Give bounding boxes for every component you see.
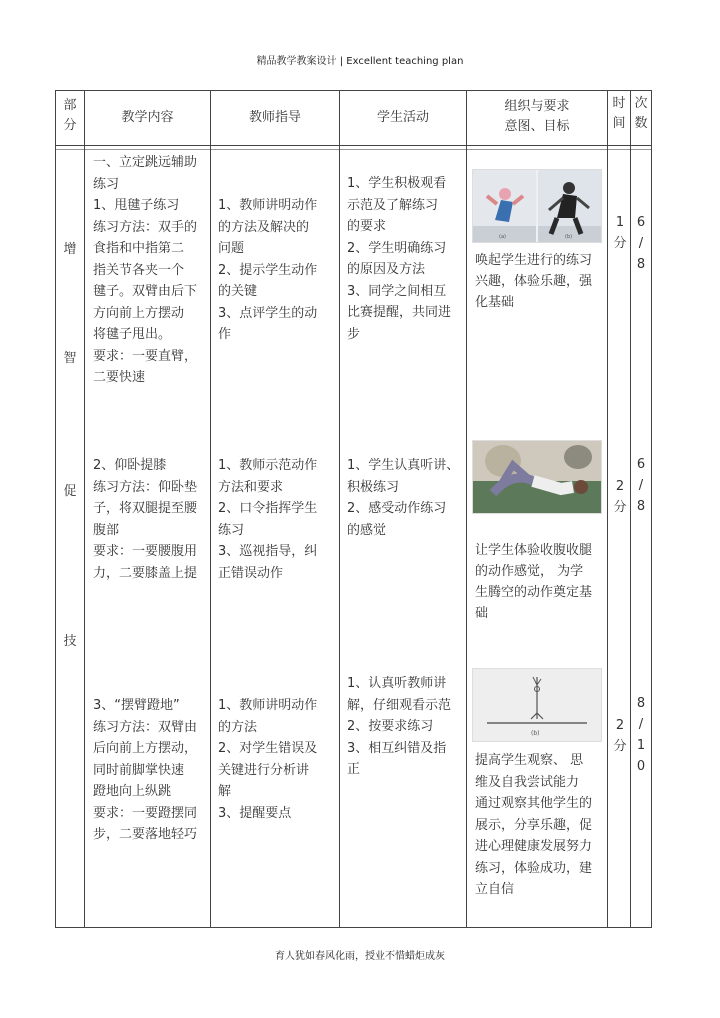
text-line: 的动作感觉， 为学: [475, 564, 584, 579]
text-line: 1、学生认真听讲、: [347, 458, 460, 473]
text-line: 腹部: [93, 522, 120, 538]
text-line: 练习方法：仰卧垫: [93, 479, 198, 495]
section-char: 智: [63, 351, 77, 366]
col-header-student: 学生活动: [376, 110, 429, 125]
text-line: 步: [347, 326, 361, 342]
text-line: 3、相互纠错及指: [347, 740, 447, 756]
text-line: 要求：一要蹬摆同: [93, 805, 198, 821]
text-line: 2、按要求练习: [347, 719, 434, 734]
row-1-count: [632, 212, 650, 275]
text-line: 1、认真听教师讲: [347, 676, 447, 691]
text-line: 要求：一要直臂，: [93, 348, 198, 364]
text-line: 2、仰卧提膝: [93, 458, 167, 473]
text-line: 1: [615, 215, 625, 230]
text-line: 展示，分享乐趣，促: [475, 817, 593, 833]
svg-text:(b): (b): [531, 730, 540, 737]
col-line: [339, 90, 340, 928]
table-top-border: [55, 90, 651, 91]
row-1-content: [93, 152, 209, 389]
text-line: 的关键: [218, 284, 258, 299]
text-line: 生腾空的动作奠定基: [475, 585, 593, 600]
col-header-count-line2: 数: [634, 116, 648, 131]
text-line: 2: [615, 718, 625, 733]
text-line: 的感觉: [347, 522, 387, 538]
col-header-count-line1: 次: [634, 96, 648, 111]
text-line: 蹬地向上纵跳: [93, 784, 172, 799]
text-line: 练习方法：双手的: [93, 219, 198, 235]
row-3-purpose: [475, 750, 607, 901]
text-line: 2: [615, 479, 625, 494]
text-line: 正错误动作: [218, 565, 284, 581]
text-line: 后向前上方摆动，: [93, 741, 198, 756]
row-1-time: [611, 212, 629, 254]
text-line: 3、同学之间相互: [347, 283, 447, 299]
section-char: 增: [63, 242, 77, 257]
text-line: 问题: [218, 241, 245, 256]
text-line: 的方法及解决的: [218, 219, 310, 235]
col-line: [630, 90, 631, 928]
row-2-purpose: [475, 540, 607, 624]
text-line: 2、口令指挥学生: [218, 501, 318, 516]
section-char: 技: [63, 634, 77, 649]
row-3-student: [347, 673, 465, 781]
text-line: 1、教师讲明动作: [218, 698, 318, 713]
col-line: [466, 90, 467, 928]
text-line: 1: [636, 738, 646, 753]
text-line: 进心理健康发展努力: [475, 839, 593, 854]
text-line: 唤起学生进行的练习: [475, 253, 593, 268]
text-line: 作: [218, 327, 232, 342]
row-1-student: [347, 173, 465, 345]
text-line: 练习，体验成功，建: [475, 860, 593, 876]
text-line: 分: [613, 236, 627, 251]
text-line: 解: [218, 784, 232, 799]
row-2-teacher: [218, 455, 338, 584]
text-line: 1、甩毽子练习: [93, 198, 180, 213]
text-line: 一、立定跳远辅助: [93, 155, 198, 170]
row-3-time: [611, 715, 629, 757]
text-line: 通过观察其他学生的: [475, 796, 593, 811]
text-line: 解，仔细观看示范: [347, 697, 452, 713]
text-line: 要求：一要腰腹用: [93, 544, 198, 559]
text-line: 2、学生明确练习: [347, 240, 447, 256]
row-1-teacher: [218, 195, 338, 346]
text-line: 关键进行分析讲: [218, 762, 310, 778]
text-line: 分: [613, 739, 627, 754]
text-line: 提高学生观察、 思: [475, 753, 584, 768]
text-line: 2、提示学生动作: [218, 262, 318, 278]
col-header-time: [608, 94, 630, 134]
text-line: 3、“摆臂蹬地”: [93, 698, 180, 713]
col-header-part-line1: 部: [63, 98, 77, 113]
text-line: 1、教师讲明动作: [218, 198, 318, 213]
text-line: 础: [475, 606, 489, 621]
text-line: 0: [636, 759, 646, 774]
col-header-content: 教学内容: [121, 110, 174, 125]
text-line: 3、巡视指导，纠: [218, 544, 318, 559]
text-line: 方向前上方摆动: [93, 305, 185, 321]
svg-text:(a): (a): [499, 234, 506, 240]
col-line: [55, 90, 56, 928]
col-header-time-line2: 间: [612, 116, 626, 131]
col-header-time-line1: 时: [612, 96, 626, 111]
col-line: [651, 90, 652, 928]
row-3-teacher: [218, 695, 338, 824]
text-line: 8: [636, 696, 646, 711]
row-2-student: [347, 455, 465, 541]
shuttlecock-exercise-photo: [472, 169, 602, 243]
text-line: 方法和要求: [218, 479, 284, 495]
text-line: 化基础: [475, 295, 515, 310]
text-line: 1、学生积极观看: [347, 176, 447, 191]
col-header-org-line2: 意图、目标: [504, 119, 570, 134]
arm-swing-jump-diagram: [472, 668, 602, 742]
col-header-org-line1: 组织与要求: [504, 99, 570, 114]
table-bottom-border: [55, 927, 651, 928]
col-header-part-line2: 分: [63, 118, 77, 133]
col-header-teacher: 教师指导: [248, 110, 301, 125]
header-divider-inner: [55, 149, 651, 150]
col-header-org: [467, 97, 607, 137]
row-2-time: [611, 476, 629, 518]
col-line: [607, 90, 608, 928]
page-header: 精品教学教案设计 | Excellent teaching plan: [256, 56, 464, 67]
row-3-content: [93, 695, 209, 846]
text-line: 练习: [218, 522, 245, 538]
text-line: 指关节各夹一个: [93, 262, 185, 278]
text-line: 的原因及方法: [347, 262, 426, 277]
row-2-count: [632, 454, 650, 517]
row-1-purpose: [475, 250, 607, 313]
page-footer: 育人犹如春风化雨，授业不惜蜡炬成灰: [275, 951, 445, 962]
text-line: 8: [636, 257, 646, 272]
text-line: 的方法: [218, 719, 258, 735]
row-2-content: [93, 455, 209, 584]
text-line: 示范及了解练习: [347, 197, 439, 213]
text-line: 比赛提醒，共同进: [347, 305, 452, 320]
text-line: 力，二要膝盖上提: [93, 565, 198, 581]
text-line: 练习: [93, 176, 120, 192]
section-char: 促: [63, 484, 77, 499]
text-line: 将毽子甩出。: [93, 327, 172, 342]
text-line: 3、点评学生的动: [218, 305, 318, 321]
text-line: /: [638, 717, 644, 732]
text-line: 2、感受动作练习: [347, 501, 447, 516]
text-line: 二要快速: [93, 370, 146, 385]
text-line: 1、教师示范动作: [218, 458, 318, 473]
knee-raise-exercise-photo: [472, 440, 602, 514]
text-line: 维及自我尝试能力: [475, 774, 580, 790]
col-header-part: [56, 96, 84, 136]
header-divider: [55, 145, 651, 146]
text-line: 2、对学生错误及: [218, 741, 318, 756]
text-line: 毽子。双臂由后下: [93, 284, 198, 299]
text-line: 6: [636, 457, 646, 472]
col-header-count: [631, 94, 651, 134]
text-line: 6: [636, 215, 646, 230]
text-line: 让学生体验收腹收腿: [475, 543, 593, 558]
col-line: [84, 90, 85, 928]
text-line: 8: [636, 499, 646, 514]
text-line: 练习方法：双臂由: [93, 719, 198, 735]
text-line: /: [638, 478, 644, 493]
text-line: /: [638, 236, 644, 251]
text-line: 积极练习: [347, 479, 400, 495]
text-line: 分: [613, 500, 627, 515]
text-line: 正: [347, 762, 361, 777]
col-line: [210, 90, 211, 928]
text-line: 步，二要落地轻巧: [93, 827, 198, 842]
text-line: 的要求: [347, 219, 387, 234]
text-line: 子，将双腿提至腰: [93, 501, 198, 516]
text-line: 食指和中指第二: [93, 241, 185, 256]
text-line: 立自信: [475, 882, 515, 897]
text-line: 同时前脚掌快速: [93, 762, 185, 778]
svg-text:(b): (b): [565, 234, 573, 240]
row-3-count: [632, 693, 650, 777]
text-line: 兴趣，体验乐趣，强: [475, 274, 593, 289]
text-line: 3、提醒要点: [218, 805, 292, 821]
